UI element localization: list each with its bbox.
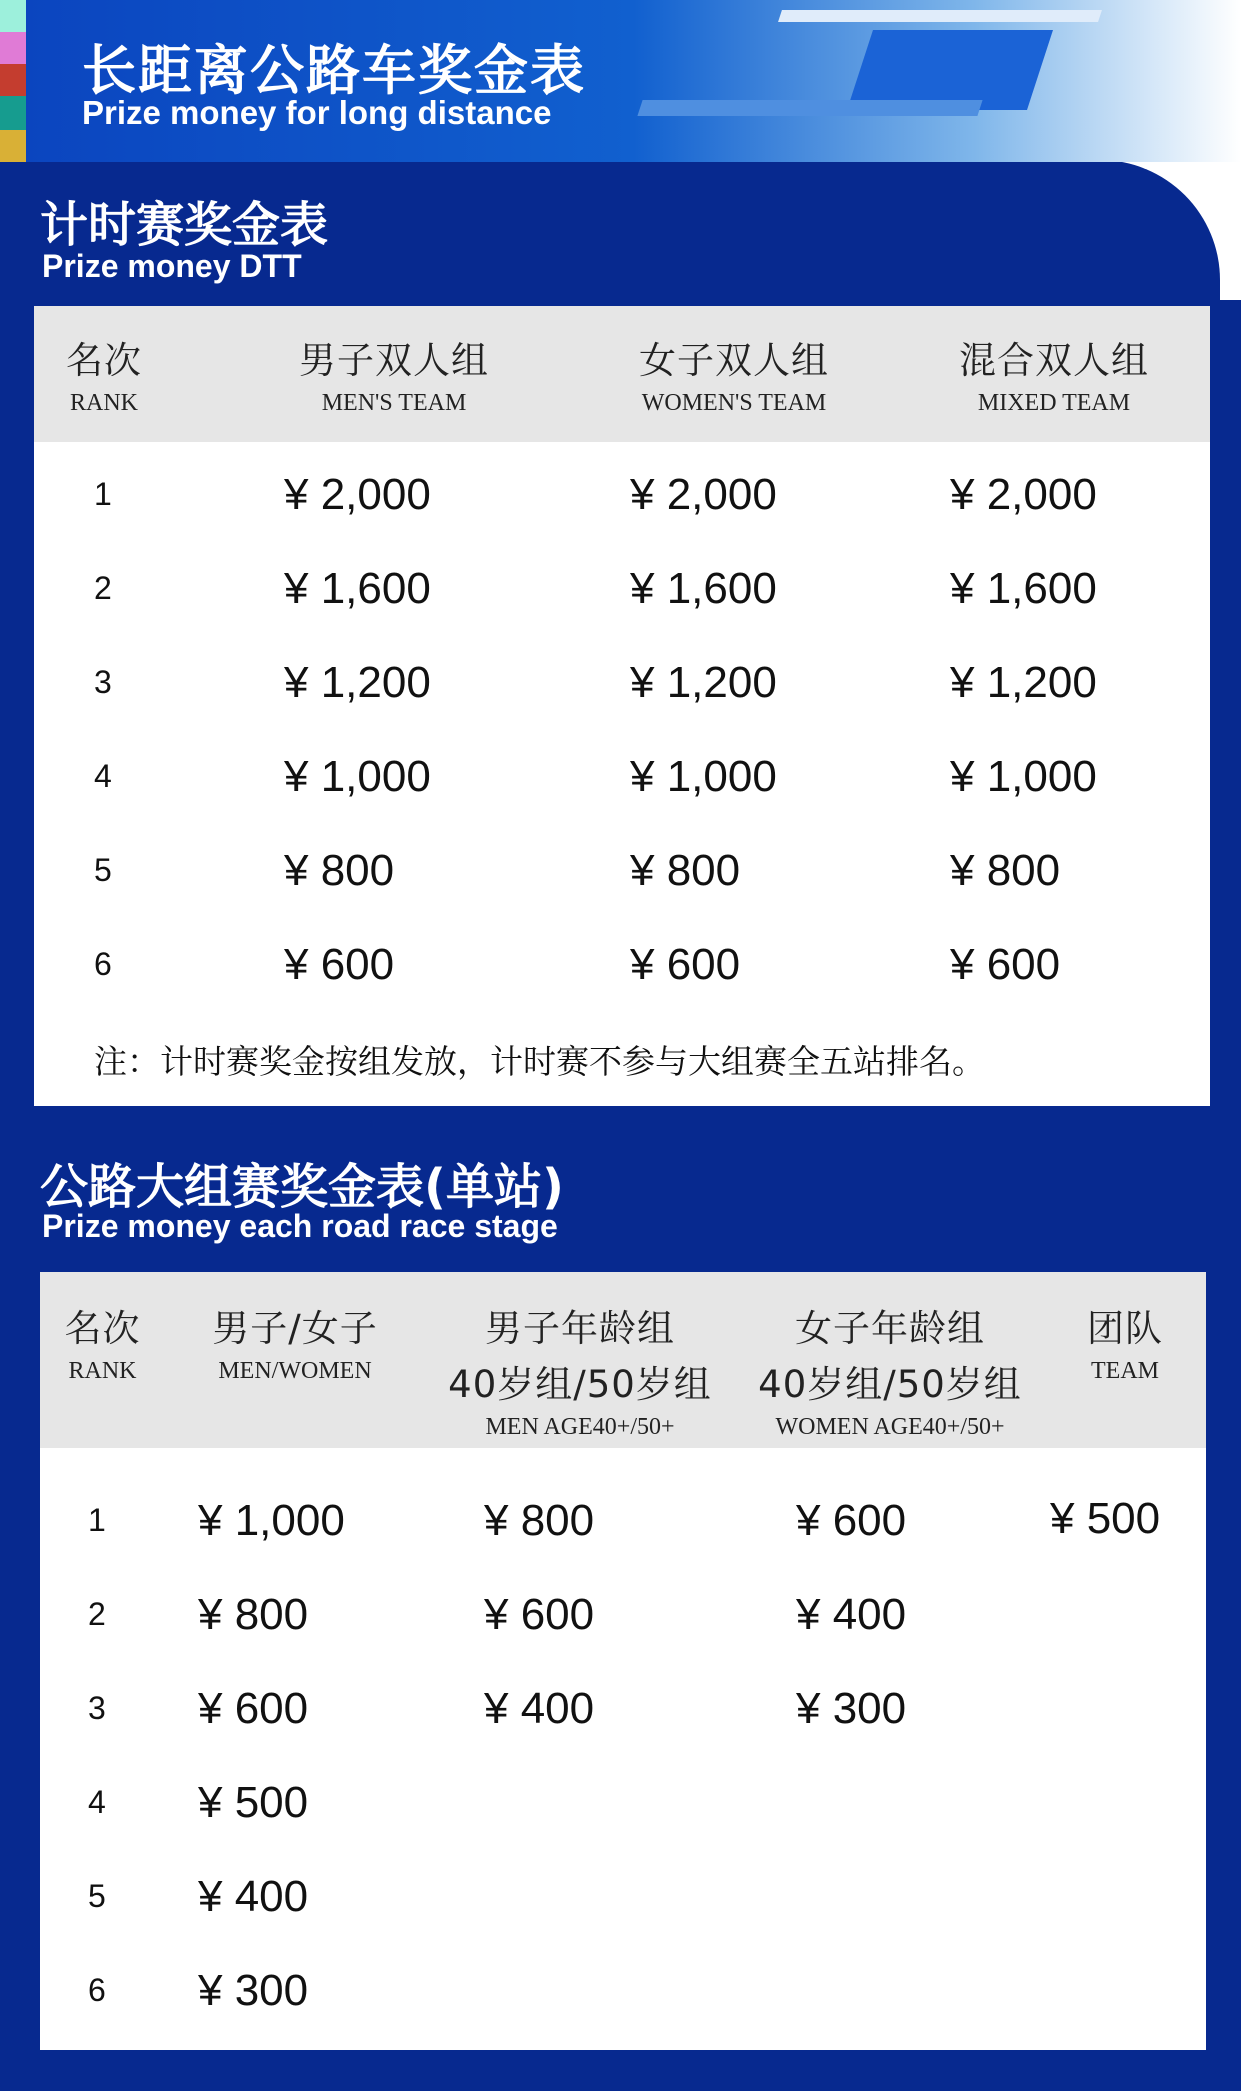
color-strip [0, 96, 26, 130]
road-open-prize: ¥ 400 [198, 1872, 309, 1921]
road-col-rank [40, 1298, 165, 1385]
road-col-men-age-cn: 男子年龄组 [485, 1307, 675, 1350]
road-team-prize: ¥ 500 [1050, 1494, 1161, 1543]
dtt-col-mixed-cn: 混合双人组 [959, 339, 1149, 382]
dtt-col-men [264, 330, 524, 417]
road-col-men-age [430, 1298, 730, 1441]
road-open-prize: ¥ 1,000 [198, 1496, 345, 1545]
dtt-col-women-en: WOMEN'S TEAM [641, 390, 827, 416]
road-col-women-age-cn: 女子年龄组 [795, 1307, 985, 1350]
road-men-age-prize: ¥ 600 [484, 1590, 595, 1639]
road-rank: 2 [88, 1596, 106, 1632]
dtt-mixed-prize: ¥ 1,200 [950, 658, 1097, 707]
dtt-col-women-cn: 女子双人组 [639, 339, 829, 382]
road-col-rank-en: RANK [68, 1358, 137, 1384]
road-table-header [40, 1272, 1206, 1448]
color-strip [0, 32, 26, 64]
dtt-mixed-prize: ¥ 1,600 [950, 564, 1097, 613]
banner-streak [637, 100, 982, 116]
road-col-team-cn: 团队 [1087, 1307, 1163, 1350]
dtt-rank: 5 [94, 852, 112, 888]
dtt-women-prize: ¥ 800 [630, 846, 741, 895]
dtt-col-rank-cn: 名次 [66, 339, 142, 382]
dtt-rank: 3 [94, 664, 112, 700]
dtt-mixed-prize: ¥ 2,000 [950, 470, 1097, 519]
road-table [40, 1272, 1206, 2050]
dtt-title: 计时赛奖金表 [40, 197, 329, 253]
road-col-men-age-en: MEN AGE40+/50+ [485, 1414, 675, 1440]
road-open-prize: ¥ 800 [198, 1590, 309, 1639]
road-open-prize: ¥ 300 [198, 1966, 309, 2015]
road-men-age-prize: ¥ 800 [484, 1496, 595, 1545]
dtt-mixed-prize: ¥ 600 [950, 940, 1061, 989]
dtt-women-prize: ¥ 1,000 [630, 752, 777, 801]
dtt-table-header [34, 306, 1210, 442]
dtt-rank: 4 [94, 758, 112, 794]
road-rank: 1 [88, 1502, 106, 1538]
dtt-rank: 2 [94, 570, 112, 606]
road-col-open-en: MEN/WOMEN [218, 1358, 372, 1384]
road-col-women-age [740, 1298, 1040, 1441]
road-open-prize: ¥ 500 [198, 1778, 309, 1827]
dtt-women-prize: ¥ 1,200 [630, 658, 777, 707]
road-col-team-en: TEAM [1091, 1358, 1159, 1384]
page-title: 长距离公路车奖金表 [82, 39, 586, 102]
road-open-prize: ¥ 600 [198, 1684, 309, 1733]
dtt-rank: 1 [94, 476, 112, 512]
road-men-age-prize: ¥ 400 [484, 1684, 595, 1733]
dtt-note: 注：计时赛奖金按组发放，计时赛不参与大组赛全五站排名。 [94, 1042, 985, 1081]
dtt-men-prize: ¥ 1,200 [284, 658, 431, 707]
road-rank: 5 [88, 1878, 106, 1914]
dtt-col-men-cn: 男子双人组 [299, 339, 489, 382]
dtt-men-prize: ¥ 1,000 [284, 752, 431, 801]
road-col-men-age-cn2: 40岁组/50岁组 [448, 1363, 712, 1406]
road-col-women-age-cn2: 40岁组/50岁组 [758, 1363, 1022, 1406]
dtt-col-mixed [924, 330, 1184, 417]
dtt-col-women [604, 330, 864, 417]
dtt-men-prize: ¥ 800 [284, 846, 395, 895]
dtt-mixed-prize: ¥ 800 [950, 846, 1061, 895]
dtt-col-rank-en: RANK [69, 390, 138, 416]
page-subtitle: Prize money for long distance [82, 94, 552, 131]
road-subtitle: Prize money each road race stage [42, 1208, 558, 1244]
road-rank: 3 [88, 1690, 106, 1726]
dtt-women-prize: ¥ 600 [630, 940, 741, 989]
banner-streak [847, 30, 1053, 110]
road-col-team [1060, 1298, 1190, 1385]
color-strip [0, 0, 26, 32]
dtt-women-prize: ¥ 1,600 [630, 564, 777, 613]
road-women-age-prize: ¥ 400 [796, 1590, 907, 1639]
road-women-age-prize: ¥ 600 [796, 1496, 907, 1545]
dtt-rank: 6 [94, 946, 112, 982]
road-col-rank-cn: 名次 [64, 1307, 141, 1350]
color-strip [0, 130, 26, 162]
dtt-men-prize: ¥ 600 [284, 940, 395, 989]
road-rank: 6 [88, 1972, 106, 2008]
banner-streak [778, 10, 1102, 22]
dtt-table [34, 306, 1210, 1106]
road-women-age-prize: ¥ 300 [796, 1684, 907, 1733]
dtt-mixed-prize: ¥ 1,000 [950, 752, 1097, 801]
dtt-women-prize: ¥ 2,000 [630, 470, 777, 519]
road-title: 公路大组赛奖金表(单站) [40, 1159, 564, 1215]
road-rank: 4 [88, 1784, 106, 1820]
road-col-open [180, 1298, 410, 1385]
dtt-men-prize: ¥ 2,000 [284, 470, 431, 519]
dtt-men-prize: ¥ 1,600 [284, 564, 431, 613]
header-banner [0, 0, 1241, 162]
road-col-women-age-en: WOMEN AGE40+/50+ [775, 1414, 1005, 1440]
road-col-open-cn: 男子/女子 [212, 1307, 378, 1350]
dtt-col-rank [34, 330, 174, 417]
dtt-col-men-en: MEN'S TEAM [321, 390, 467, 416]
color-strip [0, 64, 26, 96]
dtt-col-mixed-en: MIXED TEAM [977, 390, 1131, 416]
dtt-subtitle: Prize money DTT [42, 248, 302, 284]
